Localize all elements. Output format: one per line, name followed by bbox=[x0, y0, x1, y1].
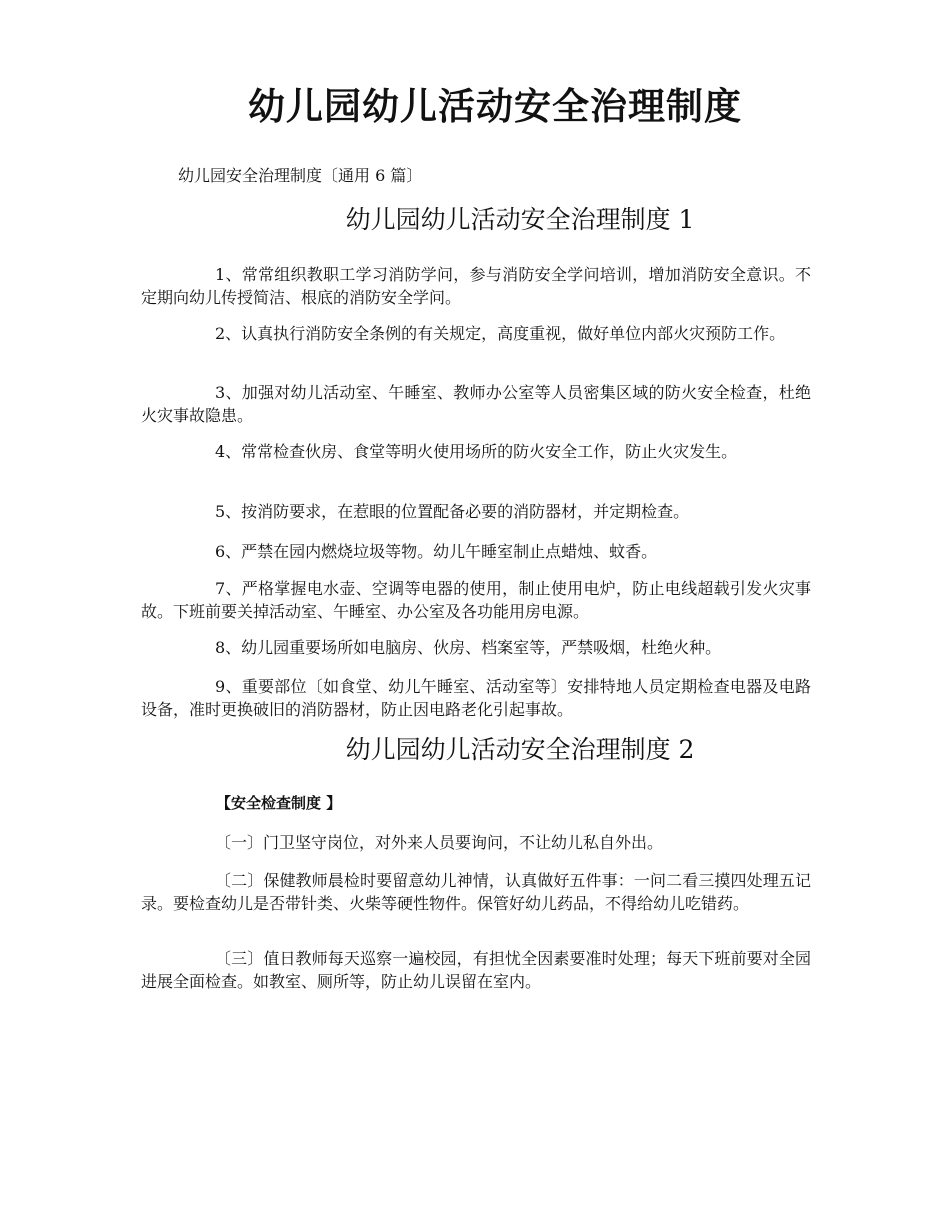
section-2-label: 【安全检查制度 】 bbox=[216, 794, 342, 812]
section-1-item-7: 7、严格掌握电水壶、空调等电器的使用，制止使用电炉，防止电线超载引发火灾事故。下班前要关掉活动室、午睡室、办公室及各功能用房电源。 bbox=[141, 579, 811, 621]
section-2-item-2: 〔二〕保健教师晨检时要留意幼儿神情，认真做好五件事：一问二看三摸四处理五记录。要检查幼儿是否带针类、火柴等硬性物件。保管好幼儿药品，不得给幼儿吃错药。 bbox=[141, 871, 811, 913]
section-1-item-5: 5、按消防要求，在惹眼的位置配备必要的消防器材，并定期检查。 bbox=[215, 502, 690, 521]
section-1-item-8: 8、幼儿园重要场所如电脑房、伙房、档案室等，严禁吸烟，杜绝火种。 bbox=[215, 638, 722, 657]
section-1-item-6: 6、严禁在园内燃烧垃圾等物。幼儿午睡室制止点蜡烛、蚊香。 bbox=[215, 542, 658, 561]
section-1-item-3: 3、加强对幼儿活动室、午睡室、教师办公室等人员密集区域的防火安全检查，杜绝火灾事故隐患。 bbox=[141, 383, 811, 425]
section-1-heading: 幼儿园幼儿活动安全治理制度 1 bbox=[345, 205, 695, 234]
section-1-item-2: 2、认真执行消防安全条例的有关规定，高度重视，做好单位内部火灾预防工作。 bbox=[215, 324, 786, 343]
page-title: 幼儿园幼儿活动安全治理制度 bbox=[248, 84, 742, 128]
section-2-item-3: 〔三〕值日教师每天巡察一遍校园，有担忧全因素要准时处理；每天下班前要对全园进展全面检查。如教室、厕所等，防止幼儿误留在室内。 bbox=[141, 949, 811, 991]
section-2-heading: 幼儿园幼儿活动安全治理制度 2 bbox=[345, 735, 695, 764]
section-1-item-4: 4、常常检查伙房、食堂等明火使用场所的防火安全工作，防止火灾发生。 bbox=[215, 442, 738, 461]
section-1-item-9: 9、重要部位〔如食堂、幼儿午睡室、活动室等〕安排特地人员定期检查电器及电路设备，准时更换破旧的消防器材，防止因电路老化引起事故。 bbox=[141, 677, 811, 719]
section-1-item-1: 1、常常组织教职工学习消防学问，参与消防安全学问培训，增加消防安全意识。不定期向幼儿传授简洁、根底的消防安全学问。 bbox=[141, 265, 811, 307]
section-2-item-1: 〔一〕门卫坚守岗位，对外来人员要询问，不让幼儿私自外出。 bbox=[215, 833, 664, 852]
document-subtitle: 幼儿园安全治理制度〔通用 6 篇〕 bbox=[178, 166, 423, 185]
